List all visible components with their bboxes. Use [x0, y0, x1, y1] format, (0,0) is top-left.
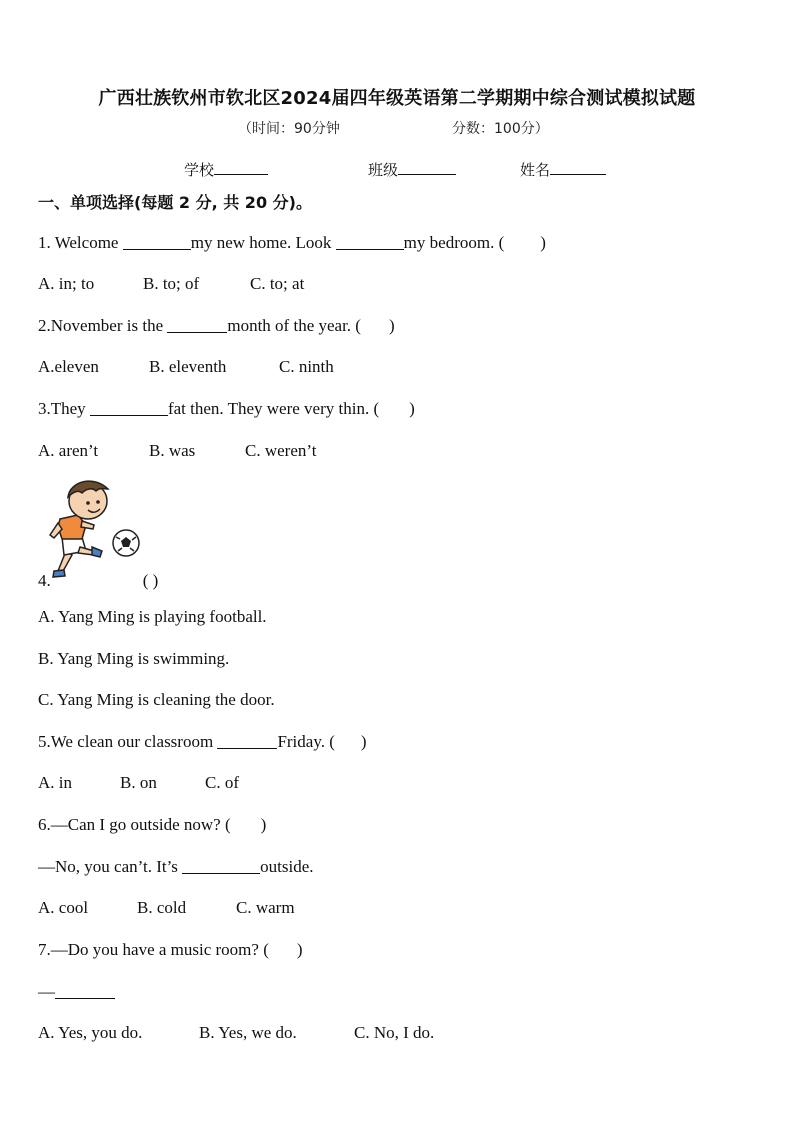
option-a[interactable]: A. in	[38, 773, 72, 792]
exam-score: 分数：100分）	[452, 121, 549, 137]
question-3-stem: 3.They fat then. They were very thin. ( )	[38, 399, 415, 418]
question-4-option-a[interactable]: A. Yang Ming is playing football.	[38, 607, 267, 626]
option-a[interactable]: A. aren’t	[38, 441, 99, 460]
option-b[interactable]: B. on	[120, 773, 157, 792]
question-7-reply: —	[38, 982, 115, 1002]
answer-blank[interactable]	[167, 317, 227, 333]
question-2-options	[38, 357, 334, 377]
option-c[interactable]: C. warm	[236, 898, 295, 917]
option-a[interactable]: A. Yes, you do.	[38, 1023, 143, 1042]
section-heading: 一、单项选择(每题 2 分, 共 20 分)。	[38, 193, 312, 212]
boy-playing-football-illustration	[48, 475, 144, 585]
school-field	[184, 159, 268, 180]
option-b[interactable]: B. to; of	[143, 274, 200, 293]
option-c[interactable]: C. of	[205, 773, 239, 792]
question-6-stem: 6.—Can I go outside now? ( )	[38, 815, 267, 834]
option-c[interactable]: C. weren’t	[245, 441, 317, 460]
question-4-option-b[interactable]: B. Yang Ming is swimming.	[38, 649, 230, 668]
class-label: 班级	[368, 161, 399, 179]
answer-blank[interactable]	[336, 234, 404, 250]
option-c[interactable]: C. No, I do.	[354, 1023, 435, 1042]
exam-time: （时间：90分钟	[238, 121, 340, 137]
option-a[interactable]: A. in; to	[38, 274, 95, 293]
option-b[interactable]: B. eleventh	[149, 357, 227, 376]
question-3-options	[38, 441, 316, 461]
school-label: 学校	[184, 161, 215, 179]
name-blank[interactable]	[550, 160, 606, 175]
question-5-stem: 5.We clean our classroom Friday. ( )	[38, 732, 367, 751]
question-5-options	[38, 773, 239, 793]
question-7-options	[38, 1023, 434, 1043]
option-b[interactable]: B. cold	[137, 898, 187, 917]
option-a[interactable]: A.eleven	[38, 357, 99, 376]
question-6-options	[38, 898, 295, 918]
question-6-reply: —No, you can’t. It’s outside.	[38, 857, 314, 876]
answer-blank[interactable]	[123, 234, 191, 250]
school-blank[interactable]	[214, 160, 268, 175]
option-c[interactable]: C. to; at	[250, 274, 305, 293]
name-field	[520, 159, 606, 180]
question-2-stem: 2.November is the month of the year. ( )	[38, 316, 395, 335]
option-c[interactable]: C. ninth	[279, 357, 334, 376]
answer-blank[interactable]	[182, 858, 260, 874]
question-7-stem: 7.—Do you have a music room? ( )	[38, 940, 303, 959]
name-label: 姓名	[520, 161, 551, 179]
option-b[interactable]: B. was	[149, 441, 196, 460]
question-4-stem: 4. ( )	[38, 571, 159, 590]
answer-blank[interactable]	[90, 400, 168, 416]
question-4-option-c[interactable]: C. Yang Ming is cleaning the door.	[38, 690, 275, 709]
exam-title: 广西壮族钦州市钦北区2024届四年级英语第二学期期中综合测试模拟试题	[98, 88, 696, 109]
option-a[interactable]: A. cool	[38, 898, 89, 917]
class-field	[368, 159, 456, 180]
option-b[interactable]: B. Yes, we do.	[199, 1023, 297, 1042]
question-1-options	[38, 274, 304, 294]
answer-blank[interactable]	[217, 733, 277, 749]
question-1-stem: 1. Welcome my new home. Look my bedroom. ( )	[38, 233, 546, 252]
answer-blank[interactable]	[55, 983, 115, 999]
class-blank[interactable]	[398, 160, 456, 175]
